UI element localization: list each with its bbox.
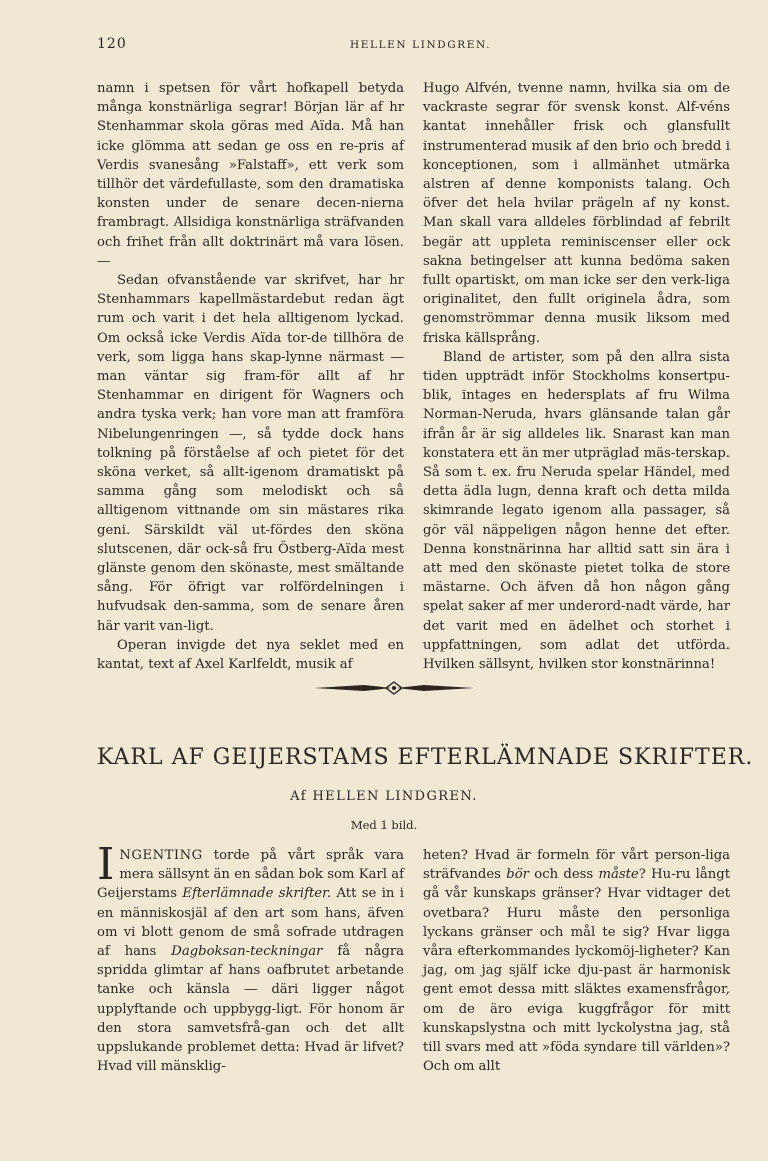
paragraph: Hugo Alfvén, tvenne namn, hvilka sia om de vackraste segrar för svensk konst. Alf-véns kantat innehåller frisk och glansfullt instrumenterad musik af den brio och bredd i konceptionen, som i allmänhet utmärka alstren af denne komponists talang. Och öfver det hela hvilar prägeln af ny konst. Man skall vara alldeles förblindad af febrilt begär att uppleta reminiscenser eller ock sakna betingelser att kunna bedöma saken fullt opartiskt, om man icke ser den verk-liga originalitet, den fullt originela ådra, som genomströmmar denna musik liksom med friska källsprång. (423, 81, 730, 346)
page-number: 120 (97, 36, 127, 52)
running-head: HELLEN LINDGREN. (350, 39, 492, 51)
paragraph: namn i spetsen för vårt hofkapell betyda många konstnärliga segrar! Början lär af hr Stenhammar skola göras med Aïda. Må han icke glömma att sedan ge oss en re-pris af Verdis svanesång »Falstaff», ett verk som tillhör det värdefullaste, som den dramatiska konsten under de senare decen-nierna frambragt. Allsidiga konstnärliga sträfvanden och frihet från allt doktrinärt må vara lösen. — (97, 81, 404, 269)
text-run: få några spridda glimtar af hans oafbrutet arbetande tanke och känsla — däri ligger något upplyftande och uppbygg-ligt. För honom är den stora samvetsfrå-gan och det allt uppslukande problemet detta: Hvad är lifvet? Hvad vill mänsklig- (97, 944, 404, 1075)
text-run: ? Hu-ru långt gå vår kunskaps gränser? Hvar vidtager det ovetbara? Huru måste den personliga lyckans gränser och mål te sig? Hvar ligga våra efterkommandes lyckomöj-ligheter? Kan jag, om jag själf icke dju-past är harmonisk gent emot dessa mitt släktes examensfrågor, om de äro eviga kuggfrågor för mitt kunskapslystna och mitt lyckolystna jag, stå till svars med att »föda syndare till världen»? Och om allt (423, 867, 730, 1075)
text-run: Att se in i en människosjäl af den art som hans, äfven om vi blott genom de små sofrade utdragen af hans (97, 886, 404, 960)
emphasis: bör (506, 867, 529, 883)
column-left-top (97, 79, 404, 674)
lead-word: NGENTING (119, 848, 203, 863)
byline: Af HELLEN LINDGREN. (290, 789, 478, 804)
book-title: Dagboksan-teckningar (171, 944, 323, 960)
column-left-bottom (97, 839, 404, 1076)
ornament-divider-icon (312, 681, 476, 695)
article-title: KARL AF GEIJERSTAMS EFTERLÄMNADE SKRIFTER. (97, 745, 754, 770)
emphasis: måste (598, 867, 639, 883)
paragraph: Bland de artister, som på den allra sista tiden uppträdt inför Stockholms konsertpu-blik, intages en hedersplats af fru Wilma Norman-Neruda, hvars glänsande talan går ifrån år är sig alldeles lik. Snarast kan man konstatera ett än mer utpräglad mäs-terskap. Så som t. ex. fru Neruda spelar Händel, med detta ädla lugn, denna kraft och detta milda skimrande legato igenom alla passager, så gör väl näppeligen någon henne det efter. Denna konstnärinna har alltid satt sin ära i att med den skönaste pietet tolka de store mästarne. Och äfven då hon någon gång spelat saker af mer underord-nadt värde, har det varit med en ädelhet och storhet i uppfattningen, som adlat det utförda. Hvilken sällsynt, hvilken stor konstnärinna! (423, 349, 730, 673)
text-run: och dess (528, 867, 599, 883)
column-right-top (423, 79, 730, 674)
paragraph: Sedan ofvanstående var skrifvet, har hr Stenhammars kapellmästardebut redan ägt rum och varit i det hela alltigenom lyckad. Om också icke Verdis Aïda tor-de tillhöra de verk, som ligga hans skap-lynne närmast — man väntar sig fram-för allt af hr Stenhammar en dirigent för Wagners och andra tyska verk; han vore man att framföra Nibelungenringen —, så tydde dock hans tolkning på förståelse af och pietet för det sköna verket, så allt-igenom dramatiskt på samma gång som melodiskt och så alltigenom vittnande om sin mästares rika geni. Särskildt väl ut-fördes den sköna slutscenen, där ock-så fru Östberg-Aïda mest glänste genom den skönaste, mest smältande sång. För öfrigt var rolfördelningen i hufvudsak den-samma, som de senare åren här varit van-ligt. (97, 273, 404, 634)
illustration-note: Med 1 bild. (350, 818, 418, 832)
column-right-bottom (423, 846, 730, 1076)
drop-cap: I (97, 839, 115, 890)
paragraph (423, 846, 730, 1076)
text-run: heten? Hvad är formeln för vårt person-liga sträfvandes (423, 848, 730, 883)
book-title: Efterlämnade skrifter. (182, 886, 332, 902)
text-run: torde på vårt språk vara mera sällsynt än en sådan bok som Karl af Geijerstams (97, 848, 404, 902)
paragraph (97, 839, 404, 1076)
paragraph: Operan invigde det nya seklet med en kantat, text af Axel Karlfeldt, musik af (97, 637, 404, 673)
